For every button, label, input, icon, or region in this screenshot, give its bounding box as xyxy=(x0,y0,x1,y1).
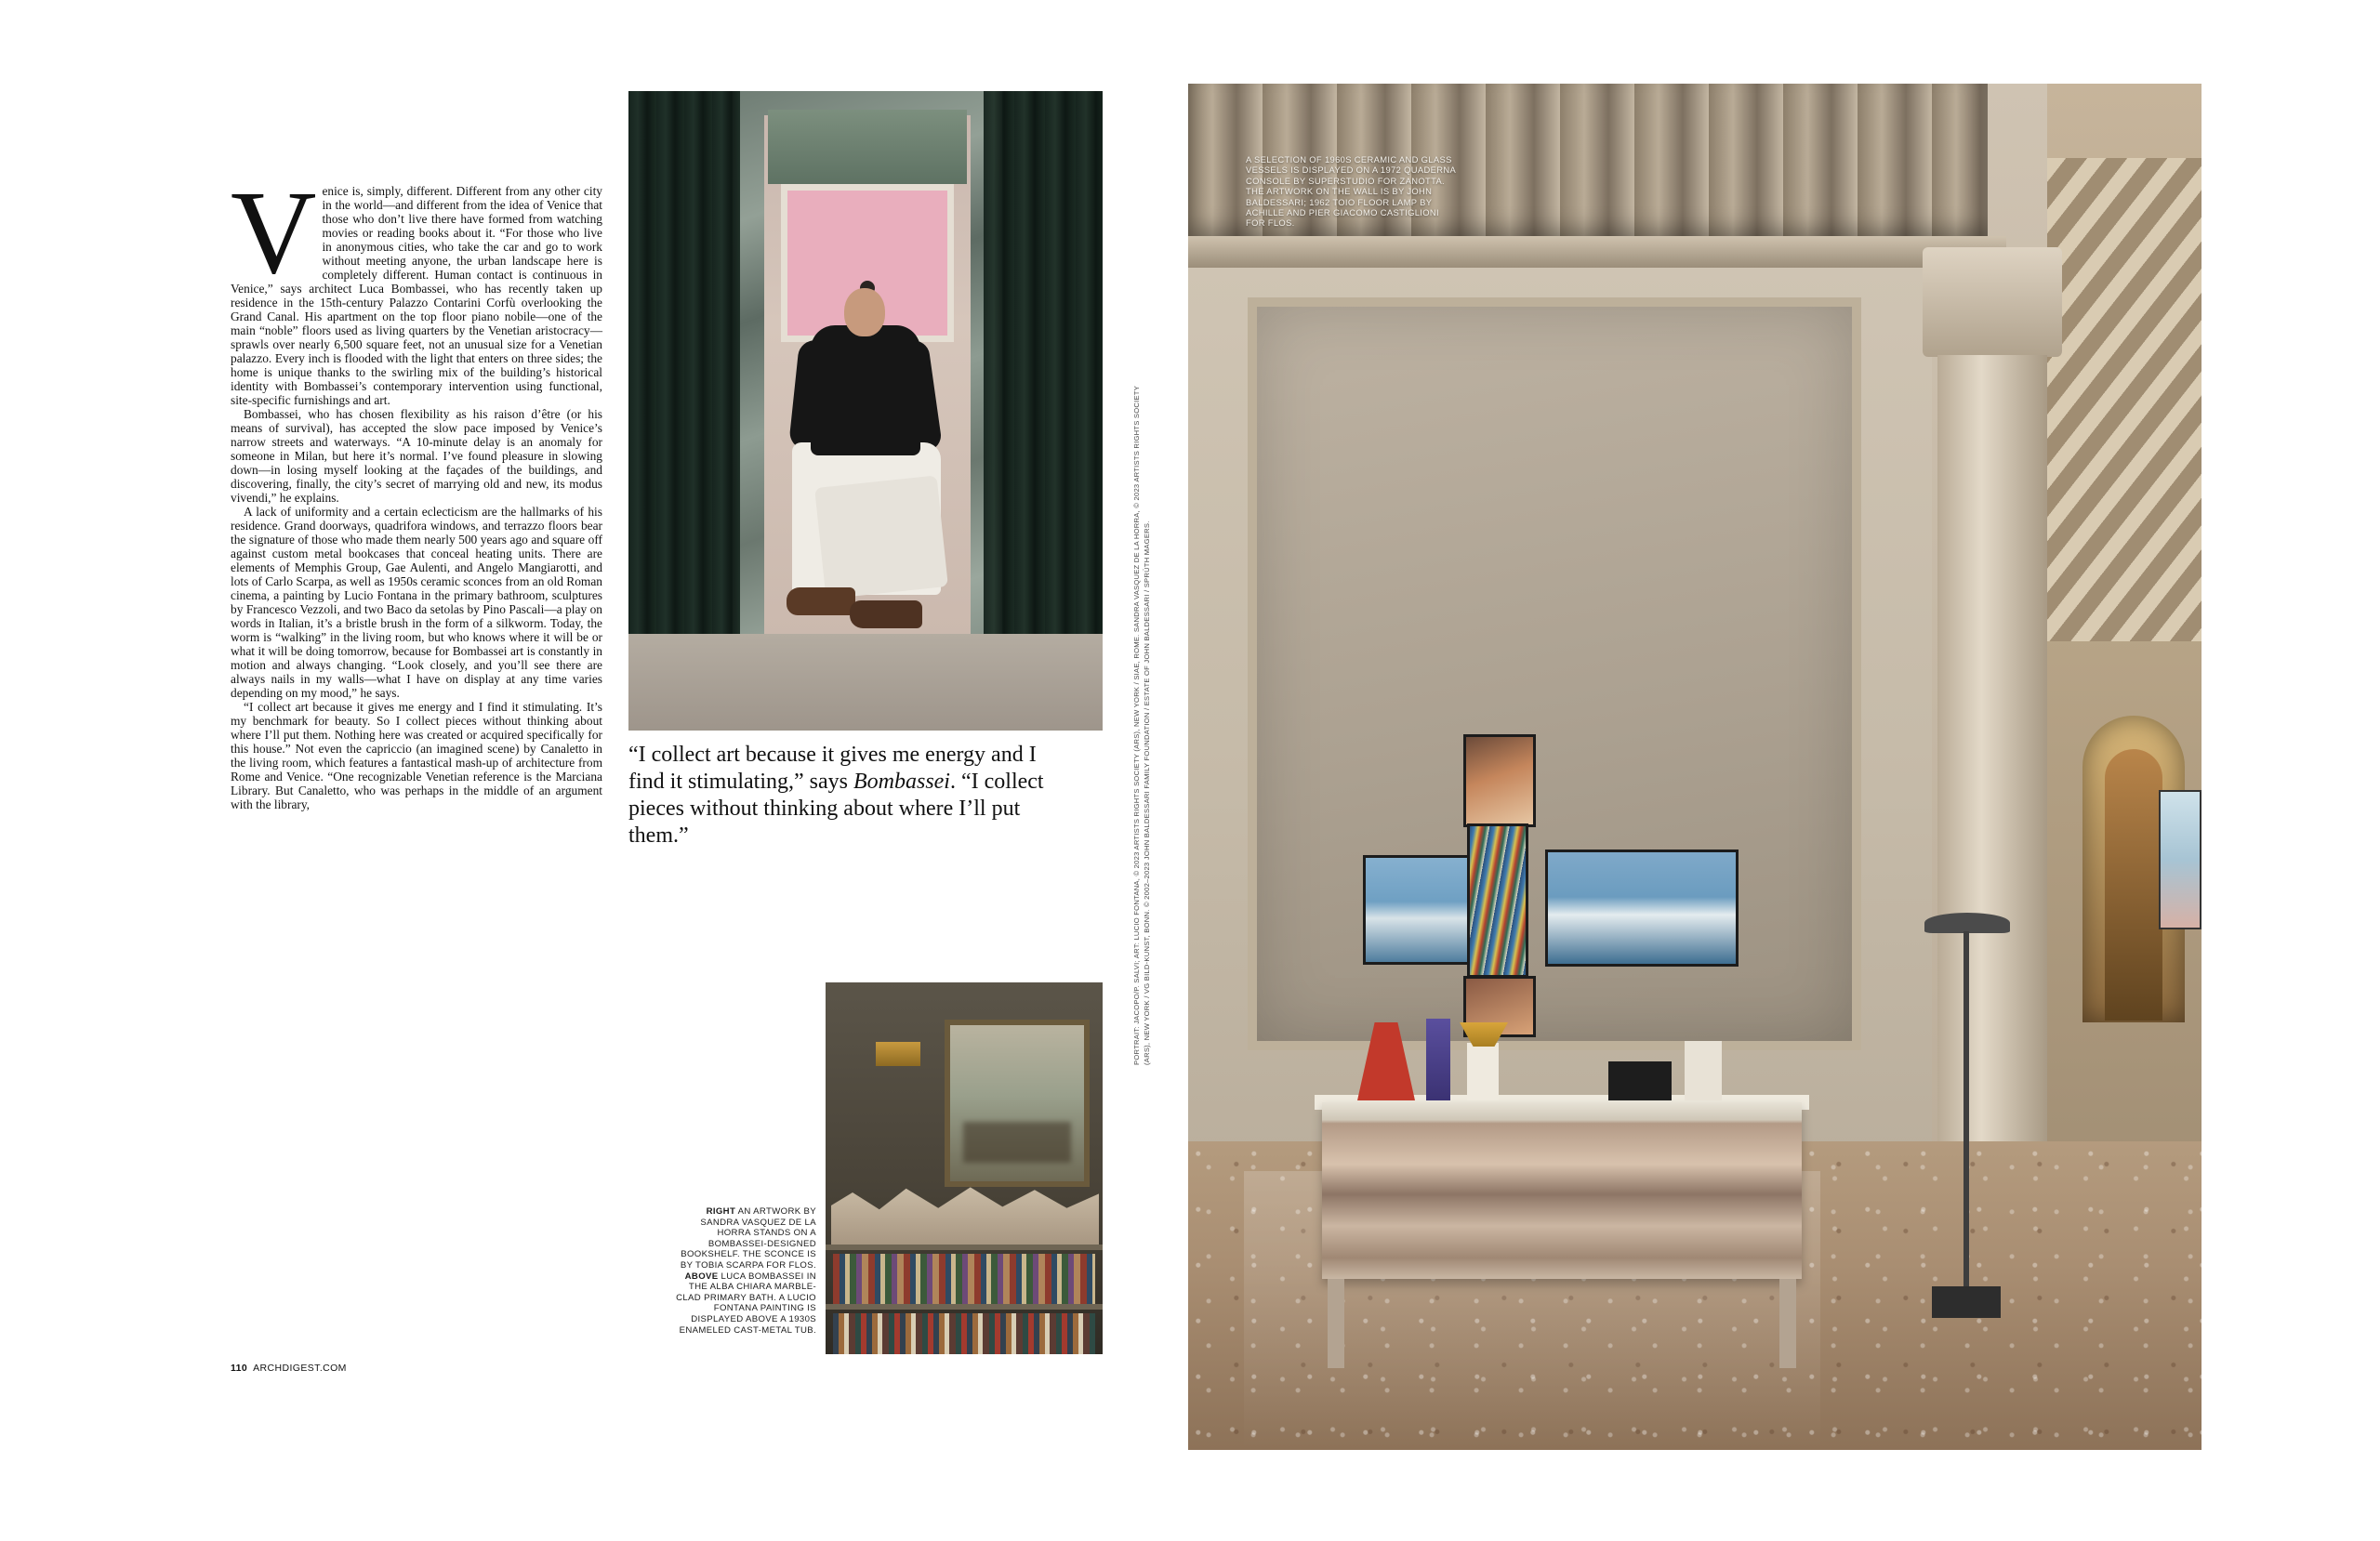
white-vessel xyxy=(1467,1043,1499,1100)
folio xyxy=(231,1363,347,1374)
cornice-molding xyxy=(1188,236,2006,268)
toio-lamp-shade xyxy=(1924,913,2010,933)
console-leg-left xyxy=(1328,1279,1344,1368)
subject-torso xyxy=(811,325,920,455)
subject-head xyxy=(844,288,885,336)
photo-credit-vertical xyxy=(1132,385,1151,1065)
article-body xyxy=(231,166,602,811)
caption-text-right: AN ARTWORK BY SANDRA VASQUEZ DE LA HORRA STANDS ON A BOMBASSEI-DESIGNED BOOKSHELF. THE SCONCE IS BY TOBIA SCARPA FOR FLOS. xyxy=(680,1206,816,1271)
toio-lamp-pole xyxy=(1964,931,1969,1292)
subject-shoe-left xyxy=(787,587,855,615)
corinthian-capital xyxy=(1923,247,2062,357)
caption-main-photo: A SELECTION OF 1960S CERAMIC AND GLASS VESSELS IS DISPLAYED ON A 1972 QUADERNA CONSOLE BY SUPERSTUDIO FOR ZANOTTA. THE ARTWORK ON THE WALL IS BY JOHN BALDESSARI; 1962 TOIO FLOOR LAMP BY ACHILLE AND PIER GIACOMO CASTIGLIONI FOR FLOS. xyxy=(1246,154,1456,229)
bookshelf-photo xyxy=(826,982,1103,1354)
scarpa-sconce xyxy=(876,1042,920,1066)
portrait-photo xyxy=(628,91,1103,731)
shelf-board-upper xyxy=(826,1245,1103,1250)
photo-credit-line1: PORTRAIT: JACOPO/P. SALVI; ART: LUCIO FONTANA, © 2023 ARTISTS RIGHTS SOCIETY (ARS), NEW YORK / SIAE, ROME. SANDRA VASQUEZ DE LA HORRA, © 2023 ARTISTS RIGHTS SOCIETY xyxy=(1132,385,1141,1065)
portrait-floor xyxy=(628,634,1103,731)
article-paragraph: enice is, simply, different. Different from any other city in the world—and different from the idea of Venice that those who don’t live there have formed from watching movies or reading books about it. “For those who live in anonymous cities, who take the car and go to work without meeting anyone, the urban landscape here is completely different. Human contact is continuous in Venice,” says architect Luca Bombassei, who has recently taken up residence in the 15th-century Palazzo Contarini Corfù overlooking the Grand Canal. His apartment on the top floor piano nobile—one of the main “noble” floors used as living quarters by the Venetian aristocracy—sprawls over nearly 6,500 square feet, not an unusual size for a Venetian palazzo. Every inch is flooded with the light that enters on three sides; the home is unique thanks to the swirling mix of the building’s historical identity with Bombassei’s contemporary intervention using functional, site-specific furnishings and art. xyxy=(231,184,602,407)
caption-label-right: RIGHT xyxy=(706,1206,736,1217)
green-panel xyxy=(768,110,967,184)
baldessari-artwork-right xyxy=(1545,850,1739,967)
folio-page-number: 110 xyxy=(231,1363,248,1374)
baldessari-artwork-top xyxy=(1463,734,1536,827)
doorway-arch-inner xyxy=(2105,749,2162,1021)
drop-cap: V xyxy=(231,166,317,298)
quaderna-console xyxy=(1322,1102,1802,1279)
books-row-lower xyxy=(833,1313,1095,1354)
subject-shoe-right xyxy=(850,600,922,628)
blue-vessel xyxy=(1426,1019,1450,1100)
shelf-board-lower xyxy=(826,1304,1103,1310)
caption-text-above: LUCA BOMBASSEI IN THE ALBA CHIARA MARBLE-CLAD PRIMARY BATH. A LUCIO FONTANA PAINTING IS DISPLAYED ABOVE A 1930S ENAMELED CAST-METAL TUB. xyxy=(676,1271,816,1336)
hand-sculpture xyxy=(1685,1041,1722,1100)
main-interior-photo xyxy=(1188,84,2202,1450)
article-paragraph: “I collect art because it gives me energy and I find it stimulating. It’s my benchmark for beauty. So I collect pieces without thinking about where I’ll put them. Nothing here was created or acquired specifically for this house.” Not even the capriccio (an imagined scene) by Canaletto in the living room, which features a fantastical mash-up of architecture from Rome and Venice. “One recognizable Venetian reference is the Marciana Library. But Canaletto, who was perhaps in the middle of an argument with the library, xyxy=(231,700,602,811)
caption-label-above: ABOVE xyxy=(684,1271,719,1282)
subject-leg-crossed xyxy=(814,475,948,599)
caption-bookshelf xyxy=(666,1206,816,1336)
article-paragraph: A lack of uniformity and a certain eclecticism are the hallmarks of his residence. Grand doorways, quadrifora windows, and terrazzo floors bear the signature of those who made them nearly 500 years ago and square off against custom metal bookcases that conceal heating units. There are elements of Memphis Group, Gae Aulenti, and Angelo Mangiarotti, and lots of Carlo Scarpa, as well as 1950s ceramic sconces from an old Roman cinema, a painting by Lucio Fontana in the primary bathroom, sculptures by Francesco Vezzoli, and two Baco da setolas by Pino Pascali—a play on words in Italian, it’s a bristle brush in the form of a silkworm. Today, the worm is “walking” in the living room, but who knows where it will be or what it will be doing tomorrow, because for Bombassei art is constantly in motion and always changing. “Look closely, and you’ll see there are always nails in my walls—what I have on display at any time varies depending on my mood,” he says. xyxy=(231,505,602,700)
article-paragraph: Bombassei, who has chosen flexibility as his raison d’être (or his means of survival), has accepted the slow pace imposed by Venice’s narrow streets and waterways. “A 10-minute delay is an anomaly for someone in Milan, but here it’s normal. I’ve found pleasure in slowing down—in losing myself looking at the façades of the buildings, and discovering, finally, the city’s secret of marrying old and new, its modus vivendi,” he explains. xyxy=(231,407,602,505)
arcade-vault-stripes xyxy=(2047,158,2202,641)
black-box-object xyxy=(1608,1061,1672,1100)
pull-quote-part1: “I collect art because it gives me energy and I find it stimulating,” says xyxy=(628,743,1037,794)
artwork-far-room xyxy=(2159,790,2202,929)
toio-lamp-base xyxy=(1932,1286,2001,1318)
books-row-upper xyxy=(833,1254,1095,1304)
pull-quote-part2: . “I collect pieces without thinking about where I’ll put them.” xyxy=(628,770,1044,848)
landscape-painting xyxy=(945,1020,1090,1187)
baldessari-artwork-center-strip xyxy=(1467,823,1528,978)
folio-website: ARCHDIGEST.COM xyxy=(253,1363,347,1374)
pull-quote-attribution: Bombassei xyxy=(853,770,950,794)
console-leg-right xyxy=(1779,1279,1796,1368)
photo-credit-line2: (ARS), NEW YORK / VG BILD-KUNST, BONN. © 2002–2023 JOHN BALDESSARI FAMILY FOUNDATION / ESTATE OF JOHN BALDESSARI / SPRÜTH MAGERS. xyxy=(1143,520,1151,1065)
pull-quote xyxy=(628,742,1065,850)
